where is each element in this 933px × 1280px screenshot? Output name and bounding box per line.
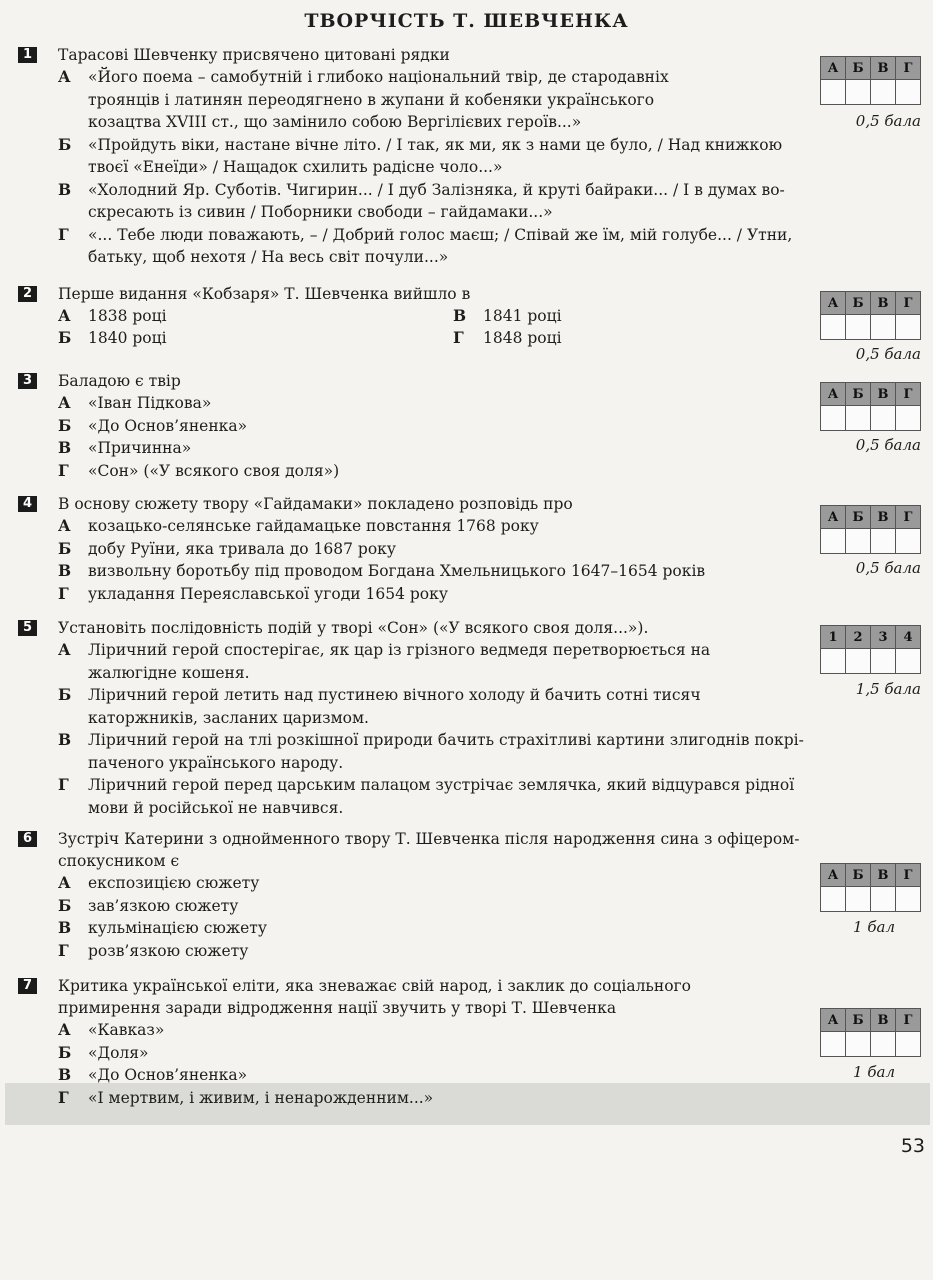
option-letter: Б [58,415,72,435]
option-line: добу Руїни, яка тривала до 1687 року [88,539,396,558]
grid-header: В [871,506,896,529]
points-label: 0,5 бала [855,112,921,130]
option-letter: Г [58,1087,69,1107]
points-label: 0,5 бала [855,436,921,454]
grid-header: В [871,383,896,406]
option-b [18,538,923,561]
option-letter: Б [58,685,72,704]
option-a [18,305,167,328]
grid-header: Г [896,57,921,80]
option-line: «І мертвим, і живим, і ненарожденним...» [88,1088,434,1107]
question-5 [18,617,923,819]
option-line: «Холодний Яр. Суботів. Чигирин... / І дуб Залізняка, й круті байраки... / І в думах во- [88,180,785,199]
option-line: 1840 році [88,329,167,347]
option-line: «... Тебе люди поважають, – / Добрий голос маєш; / Співай же їм, мій голубе... / Утни, [88,225,793,244]
option-a [18,639,923,684]
question-text-line: Критика української еліти, яка зневажає свій народ, і заклик до соціального [58,977,691,995]
answer-grid [820,56,921,105]
question-7-stem [18,975,923,1019]
question-text: Баладою є твір [58,372,181,390]
option-letter: Б [58,895,72,915]
option-letter: Г [58,583,69,603]
answer-cell[interactable] [821,529,846,554]
option-line: «Іван Підкова» [88,394,212,412]
answer-cell[interactable] [846,406,871,431]
option-letter: Г [58,775,69,794]
option-line: «Сон» («У всякого своя доля») [88,461,340,480]
answer-cell[interactable] [821,80,846,105]
option-letter: Б [58,134,72,154]
question-number: 3 [18,373,37,389]
option-line: «Причинна» [88,439,192,457]
options-two-column [18,305,923,350]
question-7 [18,975,923,1109]
grid-header: Б [846,292,871,315]
option-a [18,66,923,134]
points-label: 1 бал [853,1063,895,1081]
option-line: розв’язкою сюжету [88,941,249,960]
question-text-line: Зустріч Катерини з однойменного твору Т. Шевченка після народження сина з офіцером- [58,830,800,848]
question-2 [18,283,923,363]
option-c [413,305,562,328]
option-letter: В [453,306,467,325]
answer-cell[interactable] [871,1032,896,1057]
question-text: Установіть послідовність подій у творі «Сон» («У всякого своя доля...»). [58,619,649,637]
option-letter: Б [58,1042,72,1062]
answer-cell[interactable] [896,315,921,340]
question-text-line: спокусником є [58,852,180,870]
option-d [18,940,923,963]
points-label: 1 бал [853,918,895,936]
option-c [18,437,923,460]
answer-cell[interactable] [821,406,846,431]
grid-header: 1 [821,626,846,649]
option-letter: В [58,561,72,580]
answer-cell[interactable] [871,406,896,431]
option-b [18,895,923,918]
page-title: ТВОРЧІСТЬ Т. ШЕВЧЕНКА [304,10,629,32]
points-label: 0,5 бала [855,345,921,363]
option-c [18,729,923,774]
answer-grid [820,863,921,912]
option-line: «До Основ’яненка» [88,416,248,435]
option-line: троянців і латинян переодягнено в жупани й кобеняки українського [88,90,655,109]
option-letter: А [58,873,71,892]
question-3 [18,370,923,482]
grid-header: А [821,864,846,887]
question-number: 7 [18,978,37,994]
grid-header: Г [896,1009,921,1032]
option-letter: Г [58,224,69,244]
option-line: паченого українського народу. [88,753,344,772]
grid-header: А [821,506,846,529]
option-letter: А [58,393,71,412]
grid-header: Б [846,1009,871,1032]
question-5-stem [18,617,923,639]
option-letter: В [58,179,72,199]
grid-header: А [821,1009,846,1032]
grid-header: 2 [846,626,871,649]
question-6-stem [18,828,923,872]
question-6 [18,828,923,962]
option-d [18,583,923,606]
option-letter: А [58,1020,71,1039]
page-number: 53 [900,1135,925,1157]
grid-header: Б [846,57,871,80]
option-line: Ліричний герой летить над пустинею вічного холоду й бачить сотні тисяч [88,686,701,704]
grid-header: Г [896,506,921,529]
option-letter: А [58,516,71,535]
answer-cell[interactable] [896,80,921,105]
option-d [413,327,562,350]
option-line: 1848 році [483,329,562,347]
question-number: 5 [18,620,37,636]
question-text: В основу сюжету твору «Гайдамаки» покладено розповідь про [58,495,573,513]
option-line: «До Основ’яненка» [88,1066,248,1084]
option-line: кульмінацією сюжету [88,919,268,937]
answer-cell[interactable] [871,887,896,912]
answer-cell[interactable] [896,529,921,554]
option-a [18,1019,923,1042]
option-line: каторжників, засланих царизмом. [88,708,369,727]
answer-cell[interactable] [896,1032,921,1057]
answer-cell[interactable] [821,887,846,912]
option-line: визвольну боротьбу під проводом Богдана Хмельницького 1647–1654 років [88,562,706,580]
question-text: Тарасові Шевченку присвячено цитовані рядки [58,46,450,64]
option-line: жалюгідне кошеня. [88,663,250,682]
option-line: скресають із сивин / Поборники свободи – гайдамаки...» [88,203,553,221]
grid-header: 3 [871,626,896,649]
option-letter: А [58,306,71,325]
option-letter: В [58,918,72,937]
option-line: мови й російської не навчився. [88,798,344,817]
grid-header: Б [846,506,871,529]
option-line: Ліричний герой перед царським палацом зустрічає землячка, який відцурався рідної [88,776,795,794]
answer-grid [820,382,921,431]
option-a [18,872,923,895]
answer-cell[interactable] [896,406,921,431]
option-letter: В [58,438,72,457]
answer-cell[interactable] [846,887,871,912]
answer-cell[interactable] [821,1032,846,1057]
option-line: укладання Переяславської угоди 1654 року [88,584,448,603]
answer-cell[interactable] [846,529,871,554]
grid-header: Б [846,383,871,406]
option-line: «Його поема – самобутній і глибоко національний твір, де стародавніх [88,68,669,86]
option-letter: Г [453,328,464,347]
grid-header: А [821,57,846,80]
option-c [18,179,923,224]
option-b [18,415,923,438]
points-label: 1,5 бала [855,680,921,698]
option-line: «Доля» [88,1043,149,1062]
option-letter: В [58,730,72,749]
answer-cell[interactable] [846,315,871,340]
question-1 [18,44,923,269]
grid-header: А [821,292,846,315]
points-label: 0,5 бала [855,559,921,577]
question-number: 4 [18,496,37,512]
grid-header: Г [896,292,921,315]
option-a [18,515,923,538]
grid-header: Г [896,864,921,887]
question-text: Перше видання «Кобзаря» Т. Шевченка вийшло в [58,285,471,303]
grid-header: А [821,383,846,406]
answer-grid [820,505,921,554]
question-number: 6 [18,831,37,847]
grid-header: В [871,1009,896,1032]
option-c [18,560,923,583]
option-d [18,460,923,483]
option-letter: А [58,67,71,86]
question-4 [18,493,923,605]
option-letter: Г [58,940,69,960]
question-number: 2 [18,286,37,302]
option-line: зав’язкою сюжету [88,896,239,915]
answer-cell[interactable] [871,80,896,105]
grid-header: В [871,292,896,315]
option-letter: А [58,640,71,659]
option-line: 1838 році [88,307,167,325]
option-letter: В [58,1065,72,1084]
option-line: «Кавказ» [88,1021,165,1039]
option-a [18,392,923,415]
option-line: Ліричний герой спостерігає, як цар із грізного ведмедя перетворюється на [88,641,711,659]
answer-grid [820,1008,921,1057]
answer-cell[interactable] [821,649,846,674]
grid-header: Б [846,864,871,887]
question-3-stem [18,370,923,392]
answer-cell[interactable] [821,315,846,340]
question-4-stem [18,493,923,515]
option-line: батьку, щоб нехотя / На весь світ почули...» [88,248,449,266]
option-line: козацтва XVIII ст., що замінило собою Вергілієвих героїв...» [88,113,582,131]
answer-cell[interactable] [846,649,871,674]
option-letter: Б [58,538,72,558]
answer-grid [820,625,921,674]
option-letter: Г [58,460,69,480]
grid-header: В [871,864,896,887]
option-b [18,684,923,729]
grid-header: 4 [896,626,921,649]
grid-header: Г [896,383,921,406]
question-1-stem [18,44,923,66]
answer-cell[interactable] [871,649,896,674]
option-line: козацько-селянське гайдамацьке повстання 1768 року [88,517,539,535]
answer-cell[interactable] [871,315,896,340]
answer-cell[interactable] [896,649,921,674]
option-b [18,1042,923,1065]
answer-cell[interactable] [871,529,896,554]
answer-cell[interactable] [896,887,921,912]
option-b [18,327,167,350]
question-text-line: примирення заради відродження нації звучить у творі Т. Шевченка [58,999,617,1017]
option-d [18,1087,923,1110]
answer-grid [820,291,921,340]
option-line: твоєї «Енеїди» / Нащадок схилить радісне чоло...» [88,158,503,176]
option-letter: Б [58,328,72,347]
answer-cell[interactable] [846,80,871,105]
option-line: «Пройдуть віки, настане вічне літо. / І так, як ми, як з нами це було, / Над книжкою [88,135,783,154]
option-b [18,134,923,179]
option-line: Ліричний герой на тлі розкішної природи бачить страхітливі картини злигоднів покрі- [88,731,804,749]
option-d [18,224,923,269]
option-line: експозицією сюжету [88,874,260,892]
grid-header: В [871,57,896,80]
option-line: 1841 році [483,307,562,325]
question-number: 1 [18,47,37,63]
question-2-stem [18,283,923,305]
option-d [18,774,923,819]
answer-cell[interactable] [846,1032,871,1057]
